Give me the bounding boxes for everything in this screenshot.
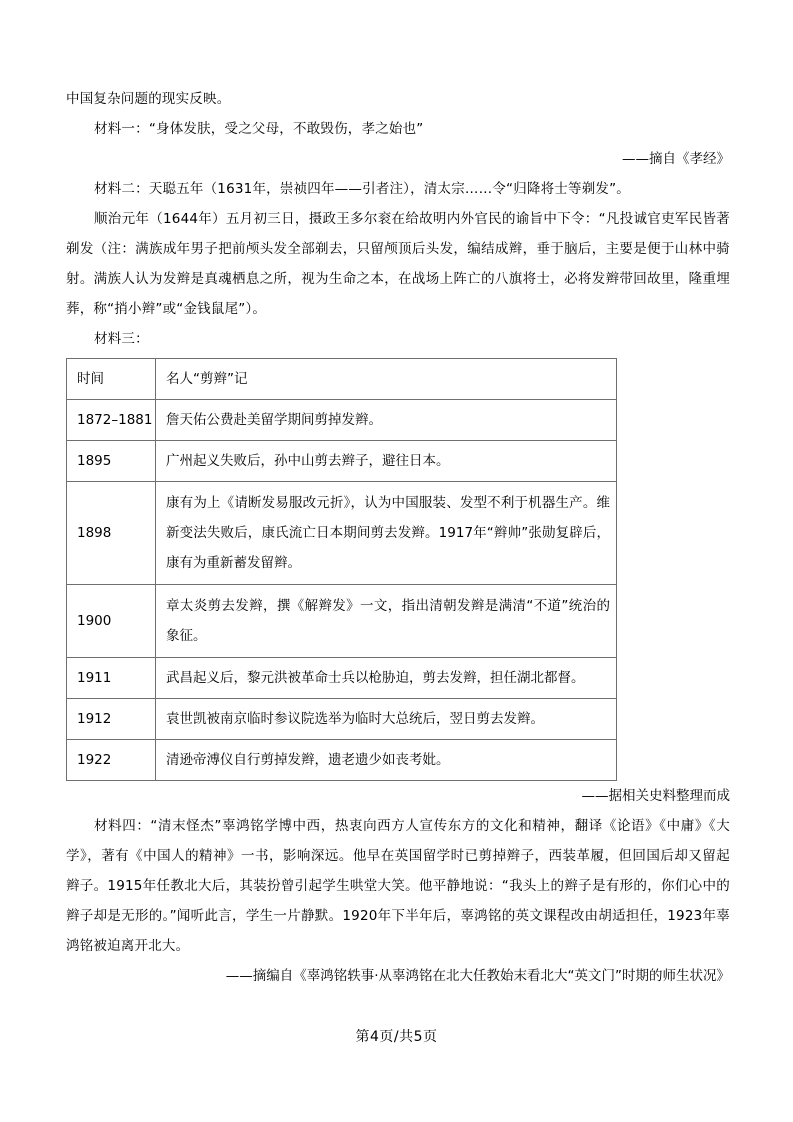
material-four-text: “清末怪杰”辜鸿铭学博中西，热衷向西方人宣传东方的文化和精神，翻译《论语》《中庸》《大学》，著有《中国人的精神》一书，影响深远。他早在英国留学时已剪掉辫子，西装革履，但回国后却又留起辫子。1915年任教北大后，其装扮曾引起学生哄堂大笑。他平静地说：“我头上的辫子是有形的，你们心中的辫子却是无形的。”闻听此言，学生一片静默。1920年下半年后，辜鸿铭的英文课程改由胡适担任，1923年辜鸿铭被迫离开北大。	[66, 818, 730, 954]
table-row	[67, 482, 617, 585]
material-four-label: 材料四：	[94, 818, 151, 834]
table-header-time: 时间	[67, 359, 156, 400]
material-two-label: 材料二：	[94, 181, 149, 197]
table-cell-desc: 武昌起义后，黎元洪被革命士兵以枪胁迫，剪去发辫，担任湖北都督。	[156, 658, 617, 699]
lead-paragraph: 中国复杂问题的现实反映。	[66, 91, 231, 107]
material-four-attribution: ——摘编自《辜鸿铭轶事·从辜鸿铭在北大任教始末看北大“英文门”时期的师生状况》	[225, 968, 730, 984]
material-three-label: 材料三：	[94, 331, 149, 347]
table-cell-time: 1912	[67, 699, 156, 740]
material-one-text: “身体发肤，受之父母，不敢毁伤，孝之始也”	[148, 121, 424, 137]
material-one-attribution: ——摘自《孝经》	[622, 151, 730, 167]
material-two-paragraph-two: 顺治元年（1644年）五月初三日，摄政王多尔衮在给故明内外官民的谕旨中下令：“凡投诚官吏军民皆著剃发（注：满族成年男子把前颅头发全部剃去，只留颅顶后头发，编结成辫，垂于脑后，主要是便于山林中骑射。满族人认为发辫是真魂栖息之所，视为生命之本，在战场上阵亡的八旗将士，必将发辫带回故里，隆重埋葬，称“捎小辫”或“金钱鼠尾”）。	[66, 211, 730, 317]
table-body	[67, 359, 617, 781]
table-cell-time: 1895	[67, 441, 156, 482]
material-two-paragraph	[66, 174, 730, 204]
table-row	[67, 585, 617, 658]
table-row	[67, 400, 617, 441]
page-footer	[0, 1026, 793, 1048]
table-header-record: 名人“剪辫”记	[156, 359, 617, 400]
table-cell-time: 1898	[67, 482, 156, 585]
table-cell-desc: 袁世凯被南京临时参议院选举为临时大总统后，翌日剪去发辫。	[156, 699, 617, 740]
table-header-row	[67, 359, 617, 400]
page-indicator: 第4页/共5页	[355, 1029, 438, 1045]
table-cell-desc: 广州起义失败后，孙中山剪去辫子，避往日本。	[156, 441, 617, 482]
material-one-label: 材料一：	[94, 121, 149, 137]
table-row	[67, 441, 617, 482]
table-cell-desc: 章太炎剪去发辫，撰《解辫发》一文，指出清朝发辫是满清“不道”统治的象征。	[156, 585, 617, 658]
table-cell-time: 1872–1881	[67, 400, 156, 441]
table-cell-time: 1911	[67, 658, 156, 699]
table-row	[67, 699, 617, 740]
table-row	[67, 658, 617, 699]
material-one-paragraph	[66, 114, 730, 144]
table-cell-desc: 康有为上《请断发易服改元折》，认为中国服装、发型不利于机器生产。维新变法失败后，康氏流亡日本期间剪去发辫。1917年“辫帅”张勋复辟后，康有为重新蓄发留辫。	[156, 482, 617, 585]
material-two-text: 天聪五年（1631年，崇祯四年——引者注），清太宗……令“归降将士等剃发”。	[148, 181, 631, 197]
table-row	[67, 740, 617, 781]
table-cell-time: 1922	[67, 740, 156, 781]
material-four-paragraph	[66, 811, 730, 961]
material-three-attribution: ——据相关史料整理而成	[581, 788, 730, 804]
table-cell-time: 1900	[67, 585, 156, 658]
table-cell-desc: 清逊帝溥仪自行剪掉发辫，遗老遗少如丧考妣。	[156, 740, 617, 781]
table-cell-desc: 詹天佑公费赴美留学期间剪掉发辫。	[156, 400, 617, 441]
queue-cutting-records-table	[66, 358, 617, 781]
